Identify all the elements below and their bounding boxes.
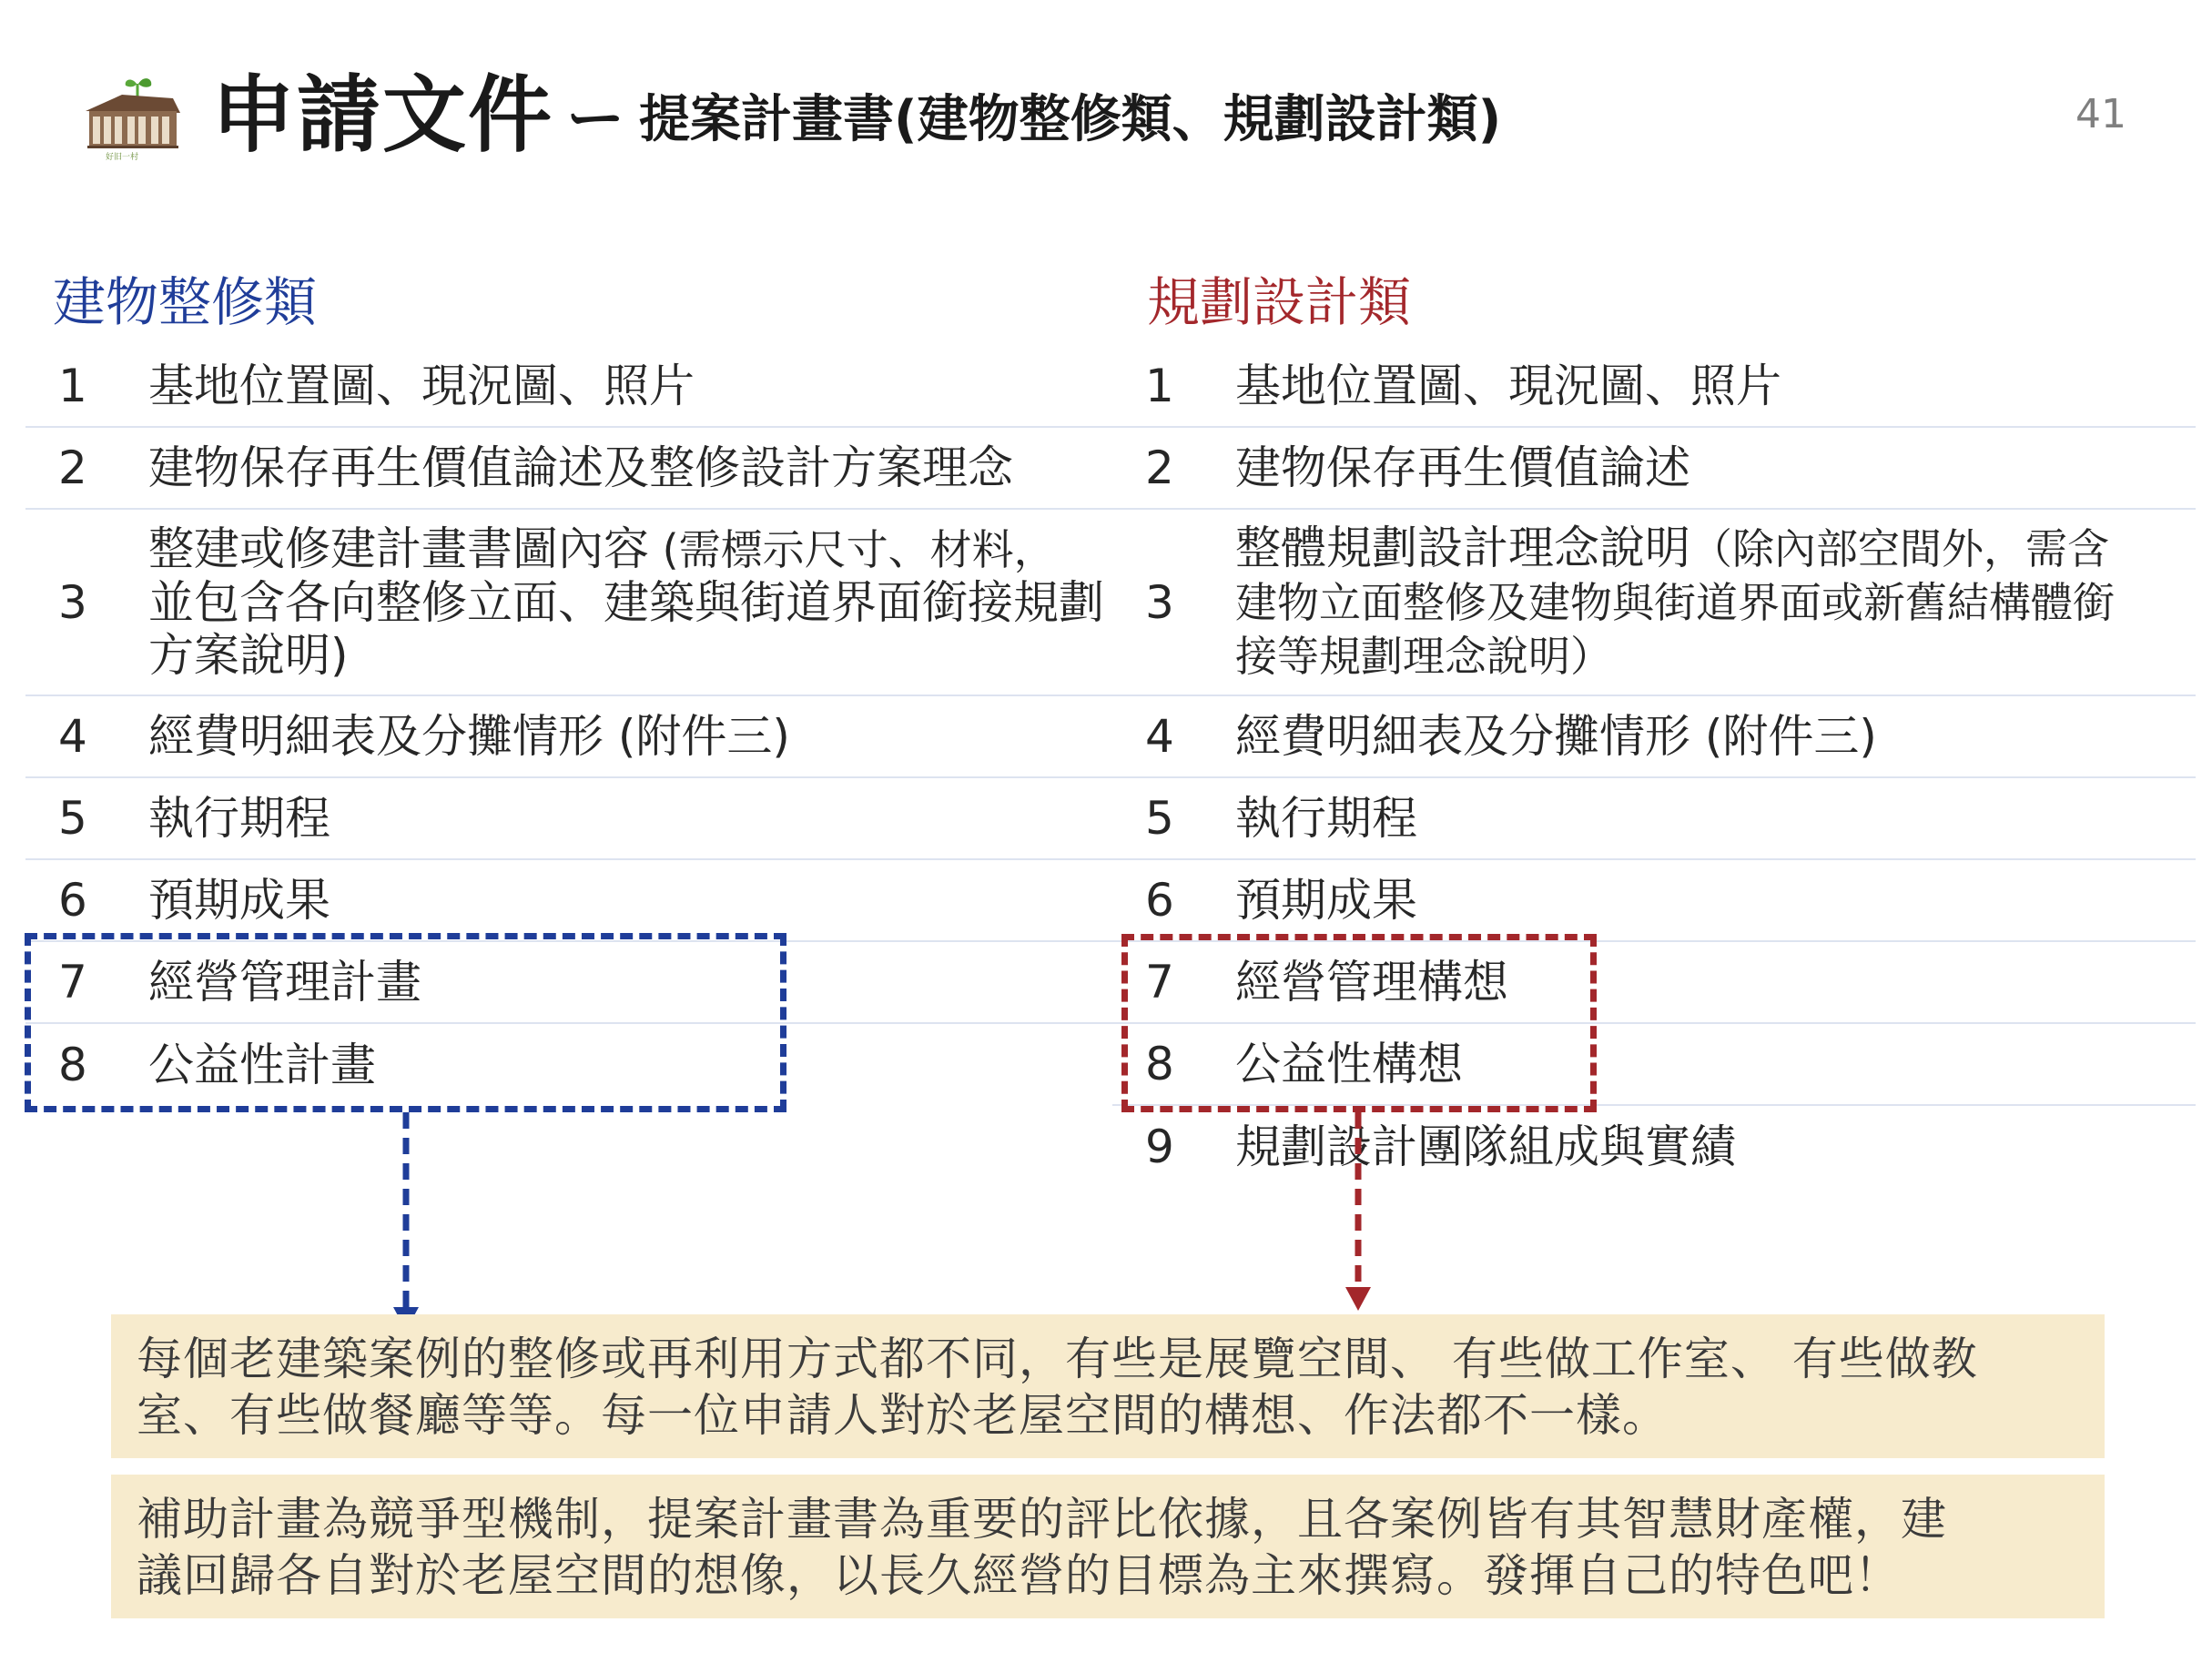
table-row: 5 執行期程: [25, 778, 1136, 860]
table-row: 7 經營管理計畫: [25, 942, 1136, 1024]
table-row: 5 執行期程: [1112, 778, 2196, 860]
right-heading: 規劃設計類: [1147, 271, 1412, 333]
house-logo-icon: [78, 75, 183, 161]
table-row: 1 基地位置圖、現況圖、照片: [25, 346, 1136, 428]
logo: [78, 75, 183, 161]
table-row: 8 公益性構想: [1112, 1024, 2196, 1106]
table-row: 8 公益性計畫: [58, 1039, 376, 1091]
table-row: 2 建物保存再生價值論述: [1112, 428, 2196, 510]
left-highlight-box: [25, 933, 786, 1112]
table-row: 6 預期成果: [25, 860, 1136, 942]
table-row: 4 經費明細表及分攤情形 (附件三): [25, 696, 1136, 778]
table-row: 1 基地位置圖、現況圖、照片: [1112, 346, 2196, 428]
table-row: 7 經營管理構想: [1112, 942, 2196, 1024]
down-arrow-icon: [1345, 1287, 1371, 1311]
note-box-1: 每個老建築案例的整修或再利用方式都不同，有些是展覽空間、 有些做工作室、 有些做教 室、有些做餐廳等等。每一位申請人對於老屋空間的構想、作法都不一樣。: [111, 1314, 2105, 1458]
table-row: 3 整建或修建計畫書圖內容 (需標示尺寸、材料， 並包含各向整修立面、建築與街道界面銜接規劃 方案說明): [25, 510, 1136, 696]
table-row: 9 規劃設計團隊組成與實績: [1145, 1120, 1736, 1173]
title-dash: ー: [566, 86, 625, 154]
title-subtitle: 提案計畫書(建物整修類、規劃設計類): [639, 90, 1502, 149]
page-number: 41: [2075, 91, 2126, 137]
note-box-2: 補助計畫為競爭型機制，提案計畫書為重要的評比依據，且各案例皆有其智慧財產權，建 議回歸各自對於老屋空間的想像，以長久經營的目標為主來撰寫。發揮自己的特色吧！: [111, 1475, 2105, 1618]
table-row: 2 建物保存再生價值論述及整修設計方案理念: [25, 428, 1136, 510]
page-title: [211, 56, 1501, 166]
table-row: 3 整體規劃設計理念說明（除內部空間外，需含 建物立面整修及建物與街道界面或新舊結構體銜 接等規劃理念說明）: [1112, 510, 2196, 696]
table-row: 6 預期成果: [1112, 860, 2196, 942]
title-main: 申請文件: [211, 66, 554, 164]
right-highlight-box: [1121, 934, 1597, 1112]
left-heading: 建物整修類: [53, 271, 318, 333]
table-row: 4 經費明細表及分攤情形 (附件三): [1112, 696, 2196, 778]
svg-text:好旧一村: 好旧一村: [106, 153, 139, 161]
